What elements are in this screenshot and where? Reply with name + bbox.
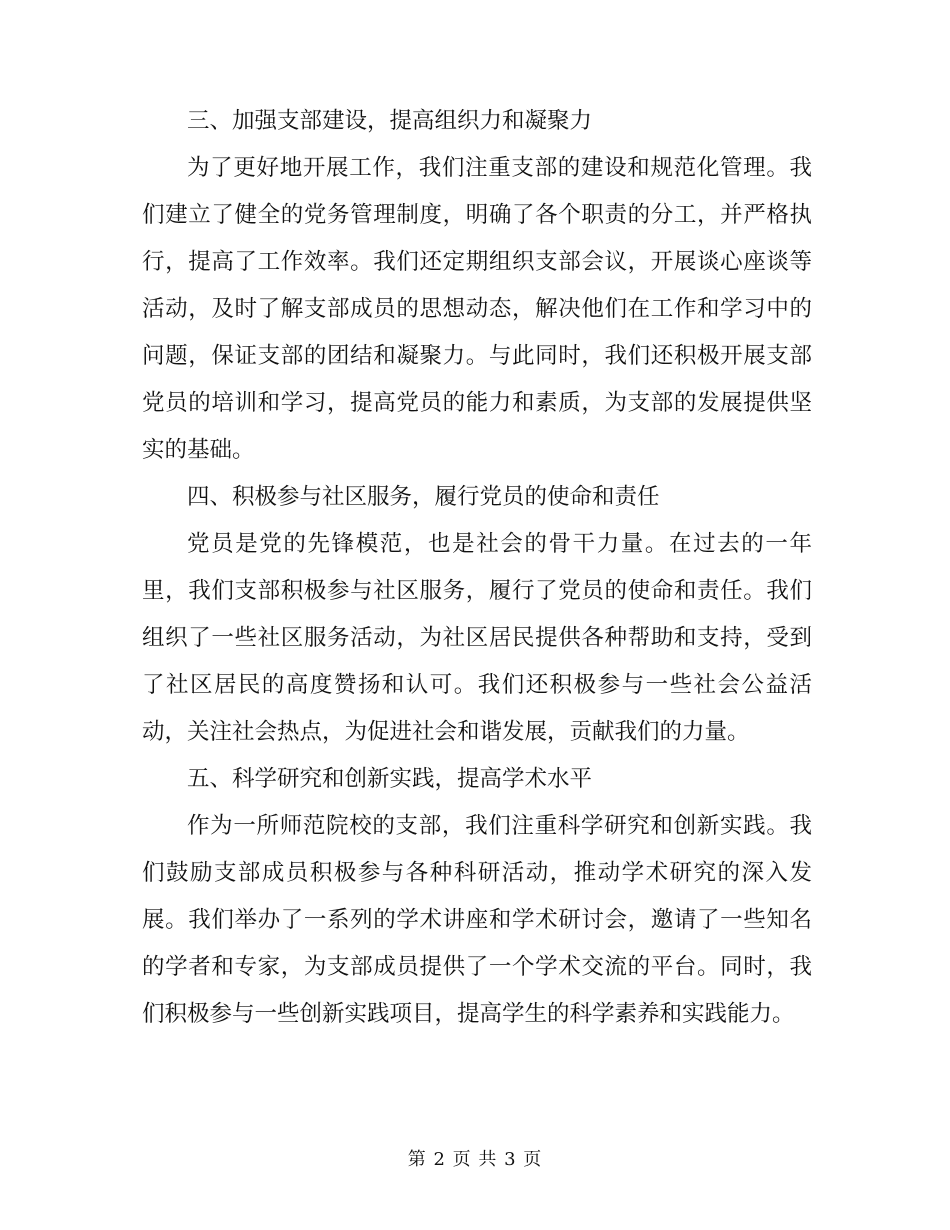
page-number-footer: 第 2 页 共 3 页 [407,1149,543,1170]
paragraph-section-3: 为了更好地开展工作，我们注重支部的建设和规范化管理。我们建立了健全的党务管理制度，明确了各个职责的分工，并严格执行，提高了工作效率。我们还定期组织支部会议，开展谈心座谈等活动，及时了解支部成员的思想动态，解决他们在工作和学习中的问题，保证支部的团结和凝聚力。与此同时，我们还积极开展支部党员的培训和学习，提高党员的能力和素质，为支部的发展提供坚实的基础。 [142,155,812,463]
paragraph-section-4: 党员是党的先锋模范，也是社会的骨干力量。在过去的一年里，我们支部积极参与社区服务，履行了党员的使命和责任。我们组织了一些社区服务活动，为社区居民提供各种帮助和支持，受到了社区居民的高度赞扬和认可。我们还积极参与一些社会公益活动，关注社会热点，为促进社会和谐发展，贡献我们的力量。 [142,531,812,745]
section-heading-3: 三、加强支部建设，提高组织力和凝聚力 [187,108,593,134]
section-heading-5: 五、科学研究和创新实践，提高学术水平 [187,766,593,792]
document-body [142,98,812,1038]
paragraph-section-5: 作为一所师范院校的支部，我们注重科学研究和创新实践。我们鼓励支部成员积极参与各种科研活动，推动学术研究的深入发展。我们举办了一系列的学术讲座和学术研讨会，邀请了一些知名的学者和专家，为支部成员提供了一个学术交流的平台。同时，我们积极参与一些创新实践项目，提高学生的科学素养和实践能力。 [142,813,812,1027]
section-heading-4: 四、积极参与社区服务，履行党员的使命和责任 [187,484,660,510]
